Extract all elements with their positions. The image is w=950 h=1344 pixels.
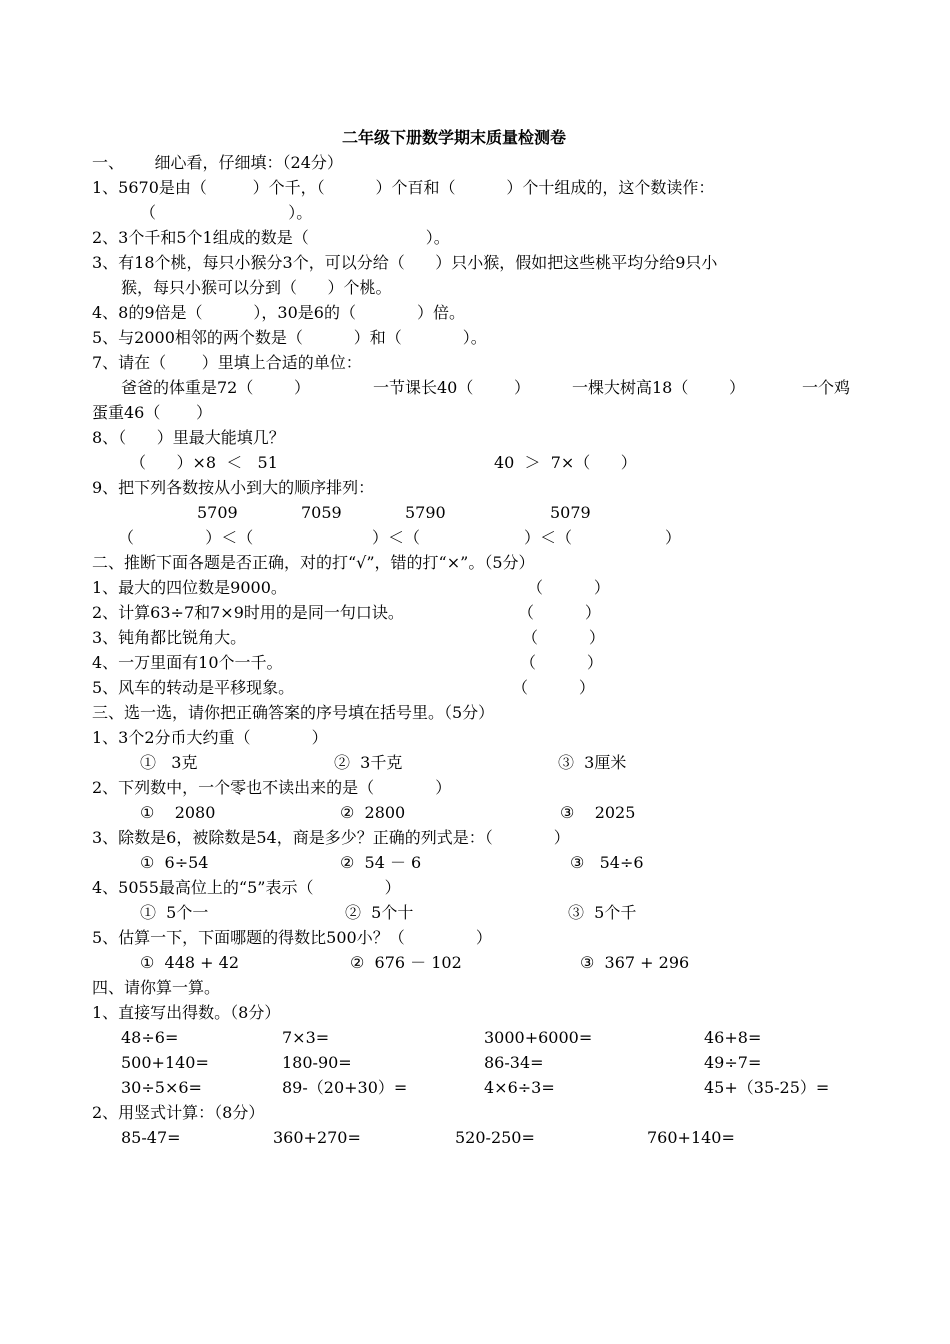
mental-math-item: 49÷7= — [704, 1053, 762, 1072]
mental-math-item: 4×6÷3= — [484, 1078, 555, 1097]
answer-blank-2-2: （ ） — [518, 603, 601, 622]
question-2-2: 2、计算63÷7和7×9时用的是同一句口诀。 — [92, 603, 404, 622]
answer-blank-2-1: （ ） — [527, 578, 610, 597]
mental-math-item: 48÷6= — [121, 1028, 179, 1047]
question-1-8: 8、（ ）里最大能填几？ — [92, 428, 285, 447]
mental-math-item: 30÷5×6= — [121, 1078, 202, 1097]
question-3-4: 4、5055最高位上的“5”表示（ ） — [92, 878, 401, 897]
mental-math-item: 89-（20+30）= — [282, 1078, 408, 1097]
mental-math-item: 3000+6000= — [484, 1028, 593, 1047]
question-1-1-cont: （ ）。 — [140, 203, 313, 222]
question-3-1: 1、3个2分币大约重（ ） — [92, 728, 328, 747]
option-3-4-c: ③ 5个千 — [568, 903, 637, 922]
question-1-9-number-2: 7059 — [301, 503, 342, 522]
answer-blank-2-5: （ ） — [512, 678, 595, 697]
question-3-3: 3、除数是6，被除数是54，商是多少？正确的列式是：（ ） — [92, 828, 570, 847]
question-1-3-cont: 猴，每只小猴可以分到（ ）个桃。 — [121, 278, 392, 297]
question-3-5: 5、估算一下，下面哪题的得数比500小？（ ） — [92, 928, 492, 947]
vertical-calc-item: 360+270= — [273, 1128, 361, 1147]
vertical-calc-item: 85-47= — [121, 1128, 181, 1147]
question-1-9-number-3: 5790 — [405, 503, 446, 522]
answer-blank-2-4: （ ） — [520, 653, 603, 672]
question-1-8-a: （ ）×8 ＜ 51 — [130, 453, 278, 472]
option-3-5-b: ② 676 － 102 — [350, 953, 462, 972]
question-1-7-egg-cont: 蛋重46（ ） — [92, 403, 212, 422]
question-1-3: 3、有18个桃，每只小猴分3个，可以分给（ ）只小猴，假如把这些桃平均分给9只小 — [92, 253, 718, 272]
page-title: 二年级下册数学期末质量检测卷 — [342, 128, 567, 147]
question-1-7-egg: 一个鸡 — [802, 378, 851, 397]
part-4-2-heading: 2、用竖式计算：（8分） — [92, 1103, 265, 1122]
option-3-5-c: ③ 367 + 296 — [580, 953, 690, 972]
option-3-5-a: ① 448 + 42 — [140, 953, 239, 972]
part-4-1-heading: 1、直接写出得数。（8分） — [92, 1003, 281, 1022]
answer-blank-2-3: （ ） — [522, 628, 605, 647]
section-3-heading: 三、选一选，请你把正确答案的序号填在括号里。（5分） — [92, 703, 495, 722]
question-1-7: 7、请在（ ）里填上合适的单位： — [92, 353, 362, 372]
question-2-3: 3、钝角都比锐角大。 — [92, 628, 247, 647]
mental-math-item: 46+8= — [704, 1028, 762, 1047]
question-1-1: 1、5670是由（ ）个千，（ ）个百和（ ）个十组成的，这个数读作： — [92, 178, 715, 197]
question-2-5: 5、风车的转动是平移现象。 — [92, 678, 295, 697]
question-2-4: 4、一万里面有10个一千。 — [92, 653, 283, 672]
question-1-4: 4、8的9倍是（ ），30是6的（ ）倍。 — [92, 303, 465, 322]
option-3-1-a: ① 3克 — [140, 753, 198, 772]
option-3-3-a: ① 6÷54 — [140, 853, 209, 872]
question-1-9-order-4: ） — [665, 528, 682, 547]
question-1-9-order-1: （ ）＜（ — [118, 528, 254, 547]
question-1-9-number-4: 5079 — [550, 503, 591, 522]
mental-math-item: 180-90= — [282, 1053, 352, 1072]
question-1-7-weight: 爸爸的体重是72（ ） — [121, 378, 311, 397]
option-3-1-c: ③ 3厘米 — [558, 753, 627, 772]
question-1-7-tree: 一棵大树高18（ ） — [572, 378, 746, 397]
question-2-1: 1、最大的四位数是9000。 — [92, 578, 287, 597]
vertical-calc-item: 760+140= — [647, 1128, 735, 1147]
question-1-5: 5、与2000相邻的两个数是（ ）和（ ）。 — [92, 328, 487, 347]
section-4-heading: 四、请你算一算。 — [92, 978, 221, 997]
question-1-7-lesson: 一节课长40（ ） — [373, 378, 531, 397]
question-1-9-order-3: ）＜（ — [524, 528, 573, 547]
question-1-8-b: 40 ＞ 7×（ ） — [494, 453, 637, 472]
question-1-9-number-1: 5709 — [197, 503, 238, 522]
option-3-2-b: ② 2800 — [340, 803, 406, 822]
question-1-9-order-2: ）＜（ — [372, 528, 421, 547]
section-2-heading: 二、推断下面各题是否正确，对的打“√”，错的打“×”。（5分） — [92, 553, 535, 572]
option-3-3-b: ② 54 － 6 — [340, 853, 422, 872]
option-3-2-a: ① 2080 — [140, 803, 216, 822]
section-1-heading: 一、 细心看，仔细填：（24分） — [92, 153, 343, 172]
mental-math-item: 7×3= — [282, 1028, 330, 1047]
option-3-2-c: ③ 2025 — [560, 803, 636, 822]
vertical-calc-item: 520-250= — [455, 1128, 535, 1147]
option-3-4-b: ② 5个十 — [345, 903, 414, 922]
mental-math-item: 86-34= — [484, 1053, 544, 1072]
mental-math-item: 45+（35-25）= — [704, 1078, 830, 1097]
mental-math-item: 500+140= — [121, 1053, 209, 1072]
option-3-4-a: ① 5个一 — [140, 903, 209, 922]
question-1-9: 9、把下列各数按从小到大的顺序排列： — [92, 478, 375, 497]
option-3-1-b: ② 3千克 — [334, 753, 403, 772]
question-3-2: 2、下列数中，一个零也不读出来的是（ ） — [92, 778, 452, 797]
option-3-3-c: ③ 54÷6 — [570, 853, 644, 872]
question-1-2: 2、3个千和5个1组成的数是（ ）。 — [92, 228, 450, 247]
